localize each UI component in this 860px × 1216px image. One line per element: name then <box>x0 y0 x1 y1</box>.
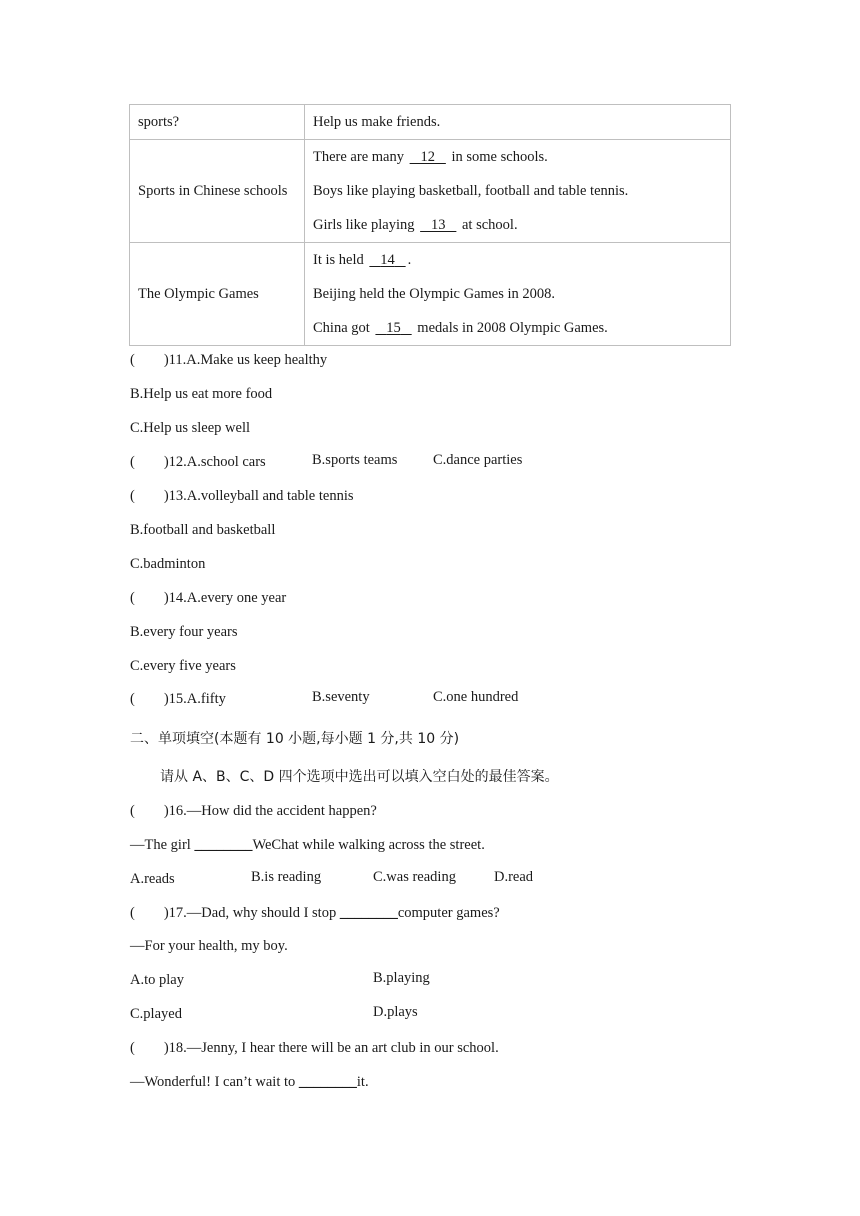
question-16-line2: —The girl ________WeChat while walking across the street. <box>130 837 485 853</box>
option-c: C.was reading <box>373 869 456 885</box>
question-15: ( )15.A.fifty <box>130 691 226 707</box>
table-cell-details: Help us make friends. <box>305 105 731 140</box>
table-cell-details: There are many 12 in some schools. Boys like playing basketball, football and table tennis. Girls like playing 13 at school. <box>305 140 731 243</box>
option-d: D.read <box>494 869 534 885</box>
option-b: B.is reading <box>251 869 322 885</box>
option-b: B.football and basketball <box>130 522 276 538</box>
table-row <box>130 105 731 140</box>
table-cell-topic: Sports in Chinese schools <box>130 140 305 243</box>
info-table <box>129 104 731 346</box>
option-b: B.Help us eat more food <box>130 386 273 402</box>
option-b: B.seventy <box>312 689 370 705</box>
option-b: B.sports teams <box>312 452 398 468</box>
option-a: A.to play <box>130 972 184 988</box>
option-b: B.every four years <box>130 624 238 640</box>
blank-13: 13 <box>431 217 446 233</box>
section-instruction: 请从 A、B、C、D 四个选项中选出可以填入空白处的最佳答案。 <box>160 769 559 785</box>
option-a: A.reads <box>130 871 175 887</box>
question-13: ( )13.A.volleyball and table tennis <box>130 488 354 504</box>
table-cell-topic: sports? <box>130 105 305 140</box>
option-b: B.playing <box>373 970 430 986</box>
question-18: ( )18.—Jenny, I hear there will be an art club in our school. <box>130 1040 499 1056</box>
question-12: ( )12.A.school cars <box>130 454 266 470</box>
question-17: ( )17.—Dad, why should I stop ________computer games? <box>130 905 500 921</box>
section-heading: 二、单项填空(本题有 10 小题,每小题 1 分,共 10 分) <box>130 731 460 747</box>
table-row <box>130 243 731 346</box>
question-17-line2: —For your health, my boy. <box>130 938 288 954</box>
option-c: C.badminton <box>130 556 206 572</box>
option-c: C.every five years <box>130 658 236 674</box>
answer-blank: ________ <box>298 1074 357 1090</box>
question-14: ( )14.A.every one year <box>130 590 287 606</box>
question-16: ( )16.—How did the accident happen? <box>130 803 377 819</box>
option-c: C.dance parties <box>433 452 523 468</box>
question-18-line2: —Wonderful! I can’t wait to ________it. <box>130 1074 369 1090</box>
option-c: C.played <box>130 1006 182 1022</box>
table-cell-topic: The Olympic Games <box>130 243 305 346</box>
table-cell-details: It is held 14 . Beijing held the Olympic Games in 2008. China got 15 medals in 2008 Olympic Games. <box>305 243 731 346</box>
answer-blank: ________ <box>194 837 253 853</box>
blank-15: 15 <box>386 320 401 336</box>
blank-12: 12 <box>420 149 435 165</box>
answer-blank: ________ <box>339 905 398 921</box>
option-c: C.Help us sleep well <box>130 420 251 436</box>
option-d: D.plays <box>373 1004 418 1020</box>
option-c: C.one hundred <box>433 689 519 705</box>
question-11: ( )11.A.Make us keep healthy <box>130 352 328 368</box>
blank-14: 14 <box>380 252 395 268</box>
table-row <box>130 140 731 243</box>
